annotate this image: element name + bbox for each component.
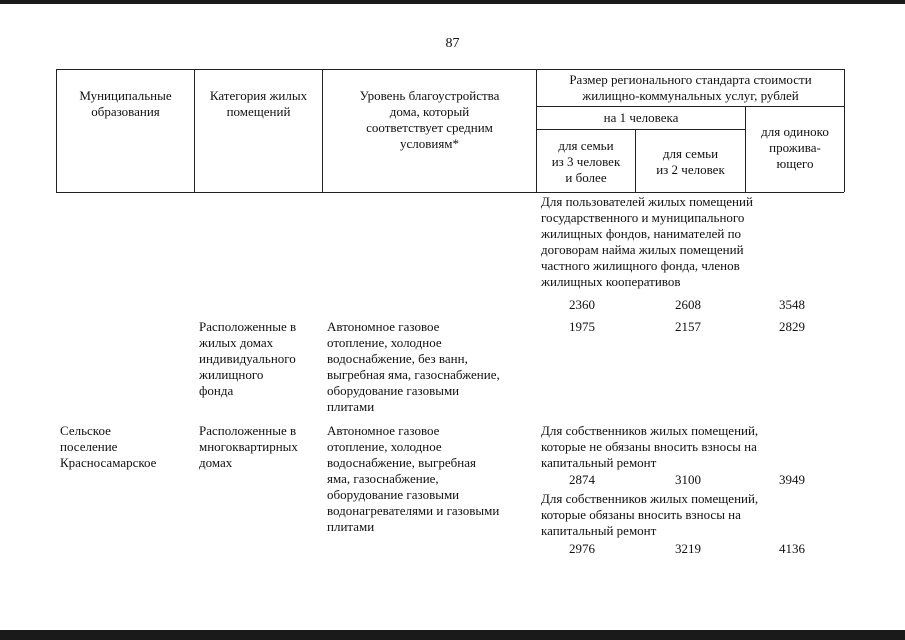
value-not-obliged-family3: 2874 xyxy=(569,472,595,487)
per-person-divider xyxy=(536,129,745,130)
value-individual-single: 2829 xyxy=(779,319,805,334)
value-not-obliged-single: 3949 xyxy=(779,472,805,487)
value-not-obliged-family2: 3100 xyxy=(675,472,701,487)
header-family-2: для семьи из 2 человек xyxy=(656,146,725,177)
header-municipality: Муниципальные образования xyxy=(79,88,172,119)
value-tenants-family3: 2360 xyxy=(569,297,595,312)
category-apartment: Расположенные в многоквартирных домах xyxy=(199,423,298,470)
note-owners-not-obliged: Для собственников жилых помещений, которые не обязаны вносить взносы на капитальный ремонт xyxy=(541,423,759,470)
level-individual: Автономное газовое отопление, холодное водоснабжение, без ванн, выгребная яма, газоснабжение, оборудование газовыми плитами xyxy=(327,319,500,414)
group-header-divider xyxy=(536,106,844,107)
header-single: для одиноко прожива- ющего xyxy=(761,124,829,171)
value-individual-family2: 2157 xyxy=(675,319,701,334)
value-tenants-single: 3548 xyxy=(779,297,805,312)
value-obliged-family3: 2976 xyxy=(569,541,595,556)
value-obliged-single: 4136 xyxy=(779,541,805,556)
municipality-krasnosamarskoe: Сельское поселение Красносамарское xyxy=(60,423,157,470)
bottom-border xyxy=(0,630,905,640)
header-per-person: на 1 человека xyxy=(603,110,679,125)
page-number: 87 xyxy=(445,36,460,51)
note-owners-obliged: Для собственников жилых помещений, которые обязаны вносить взносы на капитальный ремонт xyxy=(541,491,759,538)
value-individual-family3: 1975 xyxy=(569,319,595,334)
value-obliged-family2: 3219 xyxy=(675,541,701,556)
level-apartment: Автономное газовое отопление, холодное водоснабжение, выгребная яма, газоснабжение, оборудование газовыми водонагревателями и газовыми плитами xyxy=(327,423,500,534)
header-improvement-level: Уровень благоустройства дома, который соответствует средним условиям* xyxy=(359,88,500,151)
header-standard-size: Размер регионального стандарта стоимости жилищно-коммунальных услуг, рублей xyxy=(569,72,812,103)
header-bottom-line xyxy=(56,192,844,193)
table-top-line xyxy=(56,69,844,70)
header-family-3: для семьи из 3 человек и более xyxy=(551,138,621,185)
note-tenants: Для пользователей жилых помещений государственного и муниципального жилищных фондов, нанимателей по договорам найма жилых помещений частного жилищного фонда, членов жилищных кооперативов xyxy=(541,194,753,289)
value-tenants-family2: 2608 xyxy=(675,297,701,312)
table-right-line xyxy=(844,69,845,192)
top-border xyxy=(0,0,905,4)
category-individual: Расположенные в жилых домах индивидуального жилищного фонда xyxy=(199,319,297,398)
header-category: Категория жилых помещений xyxy=(209,88,308,119)
